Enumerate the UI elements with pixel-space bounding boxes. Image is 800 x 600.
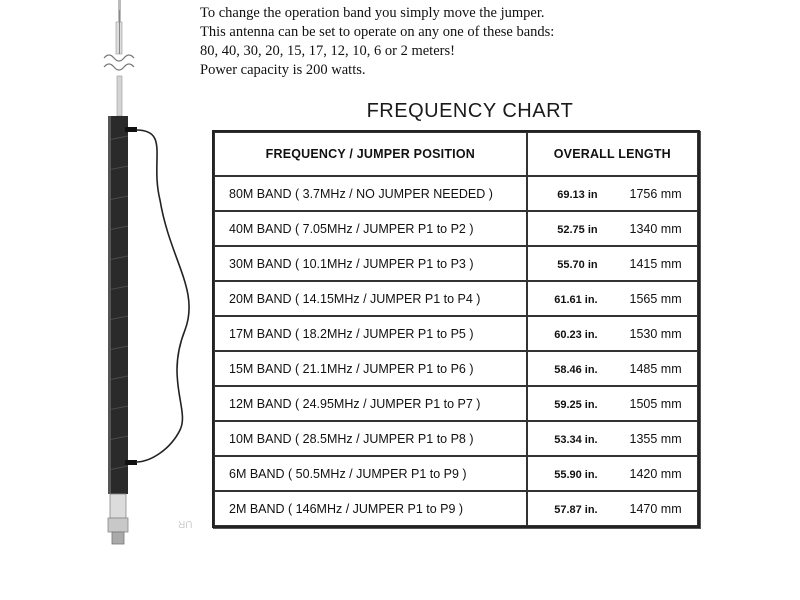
chart-title: FREQUENCY CHART [366,100,574,122]
length-mm: 1505 mm [629,396,682,411]
length-cell [527,421,698,456]
length-inches: 53.34 in. [554,433,598,446]
length-inches: 58.46 in. [554,363,598,376]
band-cell: 20M BAND ( 14.15MHz / JUMPER P1 to P4 ) [214,281,527,316]
table-row [214,491,698,526]
length-mm: 1485 mm [629,361,682,376]
length-inches: 57.87 in. [554,503,598,516]
watermark-text: UR [178,518,193,529]
length-cell [527,211,698,246]
table-row [214,176,698,211]
length-cell [527,386,698,421]
length-cell [527,176,698,211]
band-cell: 15M BAND ( 21.1MHz / JUMPER P1 to P6 ) [214,351,527,386]
length-cell [527,351,698,386]
band-cell: 17M BAND ( 18.2MHz / JUMPER P1 to P5 ) [214,316,527,351]
band-cell: 12M BAND ( 24.95MHz / JUMPER P1 to P7 ) [214,386,527,421]
length-mm: 1355 mm [629,431,682,446]
antenna-illustration [90,0,210,600]
intro-text [200,4,620,80]
length-mm: 1530 mm [629,326,682,341]
table-row [214,211,698,246]
length-cell [527,281,698,316]
length-mm: 1415 mm [629,256,682,271]
table-row [214,386,698,421]
table-row [214,421,698,456]
length-header: OVERALL LENGTH [527,132,698,176]
table-header-row [214,132,698,176]
intro-line: Power capacity is 200 watts. [200,62,366,78]
frequency-chart-table [212,130,700,528]
table-row [214,351,698,386]
table-row [214,246,698,281]
length-mm: 1420 mm [629,466,682,481]
band-cell: 10M BAND ( 28.5MHz / JUMPER P1 to P8 ) [214,421,527,456]
band-cell: 30M BAND ( 10.1MHz / JUMPER P1 to P3 ) [214,246,527,281]
length-mm: 1756 mm [629,186,682,201]
table-row [214,316,698,351]
length-cell [527,491,698,526]
length-inches: 60.23 in. [554,328,598,341]
length-inches: 69.13 in [557,188,598,201]
length-inches: 59.25 in. [554,398,598,411]
length-inches: 61.61 in. [554,293,598,306]
table-row [214,281,698,316]
intro-line: To change the operation band you simply move the jumper. [200,5,545,21]
band-cell: 40M BAND ( 7.05MHz / JUMPER P1 to P2 ) [214,211,527,246]
band-cell: 6M BAND ( 50.5MHz / JUMPER P1 to P9 ) [214,456,527,491]
length-cell [527,316,698,351]
intro-line: 80, 40, 30, 20, 15, 17, 12, 10, 6 or 2 meters! [200,43,455,59]
length-mm: 1565 mm [629,291,682,306]
length-inches: 52.75 in [557,223,598,236]
frequency-header: FREQUENCY / JUMPER POSITION [214,132,527,176]
length-mm: 1340 mm [629,221,682,236]
table-row [214,456,698,491]
length-inches: 55.70 in [557,258,598,271]
band-cell: 80M BAND ( 3.7MHz / NO JUMPER NEEDED ) [214,176,527,211]
length-cell [527,456,698,491]
band-cell: 2M BAND ( 146MHz / JUMPER P1 to P9 ) [214,491,527,526]
length-inches: 55.90 in. [554,468,598,481]
length-cell [527,246,698,281]
intro-line: This antenna can be set to operate on any one of these bands: [200,24,555,40]
length-mm: 1470 mm [629,501,682,516]
